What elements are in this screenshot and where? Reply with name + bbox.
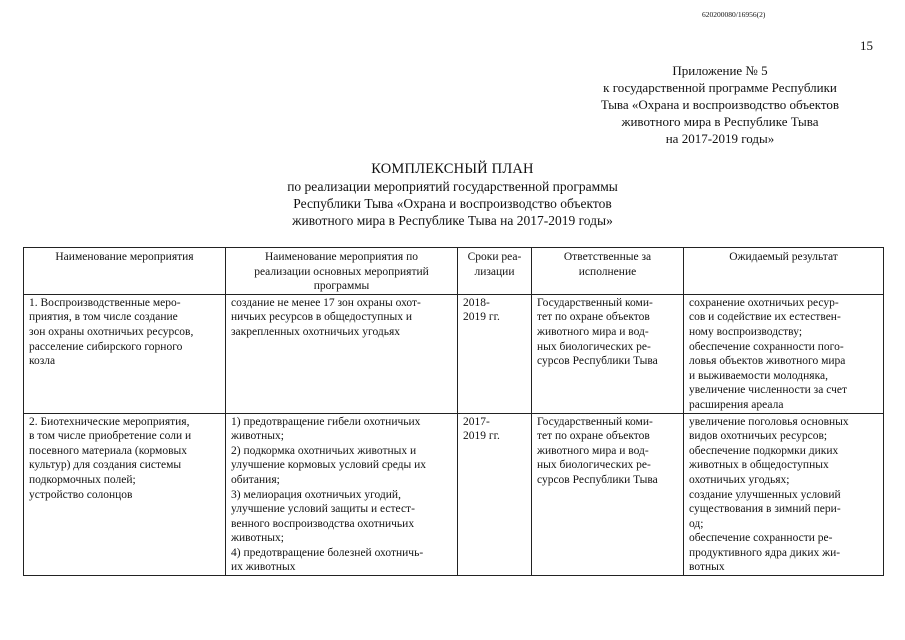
table-row bbox=[24, 294, 884, 413]
cell-text-line: ловья объектов животного мира bbox=[689, 355, 846, 368]
cell-responsible bbox=[532, 294, 684, 413]
cell-text-line: улучшение условий защиты и естест- bbox=[231, 503, 415, 516]
header-text-line: Ожидаемый результат bbox=[729, 251, 838, 263]
header-text-line: Ответственные за bbox=[563, 251, 652, 263]
page-number: 15 bbox=[860, 38, 873, 53]
table-row bbox=[24, 413, 884, 576]
cell-text-line: животных; bbox=[231, 532, 284, 545]
cell-text-line: охотничьих угодьях; bbox=[689, 473, 790, 486]
cell-text-line: тет по охране объектов bbox=[537, 430, 650, 443]
cell-text-line: увеличение поголовья основных bbox=[689, 415, 849, 428]
cell-text-line: создание улучшенных условий bbox=[689, 488, 841, 501]
cell-text-line: 3) мелиорация охотничьих угодий, bbox=[231, 488, 401, 501]
cell-text-line: ничьих ресурсов в общедоступных и bbox=[231, 311, 413, 324]
cell-timeline bbox=[458, 294, 532, 413]
header-text-line: Сроки реа- bbox=[467, 251, 522, 263]
cell-expected-result bbox=[684, 294, 884, 413]
cell-text-line: Государственный коми- bbox=[537, 296, 653, 309]
cell-text-line: подкормочных полей; bbox=[29, 473, 136, 486]
cell-text-line: и выживаемости молодняка, bbox=[689, 369, 828, 382]
cell-expected-result bbox=[684, 413, 884, 576]
cell-text-line: зон охраны охотничьих ресурсов, bbox=[29, 325, 194, 338]
cell-text-line: животных; bbox=[231, 430, 284, 443]
plan-title-heading: КОМПЛЕКСНЫЙ ПЛАН bbox=[371, 161, 534, 177]
cell-text-line: существования в зимний пери- bbox=[689, 503, 841, 516]
header-text-line: Наименование мероприятия по bbox=[265, 251, 418, 263]
plan-title-line: животного мира в Республике Тыва на 2017-2019 годы» bbox=[292, 213, 613, 228]
cell-text-line: обитания; bbox=[231, 473, 280, 486]
header-text-line: программы bbox=[313, 280, 370, 293]
cell-text-line: 2. Биотехнические мероприятия, bbox=[29, 415, 190, 428]
cell-text-line: 4) предотвращение болезней охотничь- bbox=[231, 546, 424, 559]
table-header-row bbox=[24, 248, 884, 295]
cell-text-line: сов и содействие их естествен- bbox=[689, 311, 841, 324]
cell-event-name bbox=[24, 413, 226, 576]
cell-text-line: венного воспроизводства охотничьих bbox=[231, 517, 415, 530]
cell-text-line: Государственный коми- bbox=[537, 415, 653, 428]
plan-title-line: Республики Тыва «Охрана и воспроизводство объектов bbox=[293, 196, 612, 211]
appendix-line: на 2017-2019 годы» bbox=[665, 131, 775, 146]
appendix-line: Тыва «Охрана и воспроизводство объектов bbox=[600, 97, 840, 112]
plan-title-line: по реализации мероприятий государственной программы bbox=[287, 179, 618, 194]
cell-text-line: обеспечение подкормки диких bbox=[689, 444, 839, 457]
appendix-line: к государственной программе Республики bbox=[603, 80, 837, 95]
column-header-timeline bbox=[458, 248, 532, 295]
cell-text-line: обеспечение сохранности пого- bbox=[689, 340, 844, 353]
cell-text-line: увеличение численности за счет bbox=[689, 384, 847, 397]
cell-text-line: од; bbox=[689, 517, 704, 530]
cell-text-line: приятия, в том числе создание bbox=[29, 311, 178, 324]
cell-text-line: козла bbox=[29, 355, 56, 368]
cell-text-line: в том числе приобретение соли и bbox=[29, 430, 192, 443]
cell-text-line: животного мира и вод- bbox=[537, 325, 649, 338]
cell-text-line: 1. Воспроизводственные меро- bbox=[29, 296, 181, 309]
cell-text-line: животных в общедоступных bbox=[689, 459, 829, 472]
cell-text-line: создание не менее 17 зон охраны охот- bbox=[231, 296, 421, 309]
cell-text-line: расширения ареала bbox=[689, 398, 784, 411]
header-text-line: Наименование мероприятия bbox=[55, 251, 194, 263]
cell-event-name bbox=[24, 294, 226, 413]
header-text-line: реализации основных мероприятий bbox=[254, 265, 429, 278]
cell-text-line: ных биологических ре- bbox=[537, 340, 651, 353]
cell-text-line: сохранение охотничьих ресур- bbox=[689, 296, 839, 309]
column-header-event-name bbox=[24, 248, 226, 295]
cell-implementation-measure bbox=[226, 294, 458, 413]
plan-title bbox=[200, 161, 705, 229]
cell-text-line: 2019 гг. bbox=[463, 311, 500, 324]
cell-text-line: улучшение кормовых условий среды их bbox=[231, 459, 427, 472]
cell-text-line: вотных bbox=[689, 561, 725, 574]
cell-text-line: их животных bbox=[231, 561, 296, 574]
cell-text-line: расселение сибирского горного bbox=[29, 340, 183, 353]
cell-text-line: тет по охране объектов bbox=[537, 311, 650, 324]
cell-text-line: устройство солонцов bbox=[29, 488, 133, 501]
column-header-expected-result bbox=[684, 248, 884, 295]
header-text-line: лизации bbox=[474, 265, 515, 278]
cell-text-line: закрепленных охотничьих угодьях bbox=[231, 325, 400, 338]
plan-table bbox=[23, 247, 884, 576]
header-text-line: исполнение bbox=[578, 265, 637, 278]
appendix-line: животного мира в Республике Тыва bbox=[621, 114, 819, 129]
cell-text-line: обеспечение сохранности ре- bbox=[689, 532, 833, 545]
cell-text-line: продуктивного ядра диких жи- bbox=[689, 546, 841, 559]
column-header-implementation-measure bbox=[226, 248, 458, 295]
cell-text-line: животного мира и вод- bbox=[537, 444, 649, 457]
cell-text-line: ному воспроизводству; bbox=[689, 325, 803, 338]
table-body bbox=[24, 294, 884, 575]
cell-implementation-measure bbox=[226, 413, 458, 576]
cell-text-line: 2017- bbox=[463, 415, 490, 428]
appendix-line: Приложение № 5 bbox=[672, 63, 768, 78]
cell-text-line: культур) для создания системы bbox=[29, 459, 182, 472]
cell-text-line: 1) предотвращение гибели охотничьих bbox=[231, 415, 421, 428]
cell-text-line: 2019 гг. bbox=[463, 430, 500, 443]
cell-text-line: видов охотничьих ресурсов; bbox=[689, 430, 828, 443]
appendix-block bbox=[560, 62, 880, 147]
cell-text-line: посевного материала (кормовых bbox=[29, 444, 187, 457]
column-header-responsible bbox=[532, 248, 684, 295]
cell-text-line: ных биологических ре- bbox=[537, 459, 651, 472]
cell-text-line: 2018- bbox=[463, 296, 490, 309]
cell-timeline bbox=[458, 413, 532, 576]
cell-text-line: сурсов Республики Тыва bbox=[537, 473, 658, 486]
cell-text-line: 2) подкормка охотничьих животных и bbox=[231, 444, 417, 457]
cell-responsible bbox=[532, 413, 684, 576]
document-number: 620200080/16956(2) bbox=[702, 10, 766, 19]
cell-text-line: сурсов Республики Тыва bbox=[537, 355, 658, 368]
